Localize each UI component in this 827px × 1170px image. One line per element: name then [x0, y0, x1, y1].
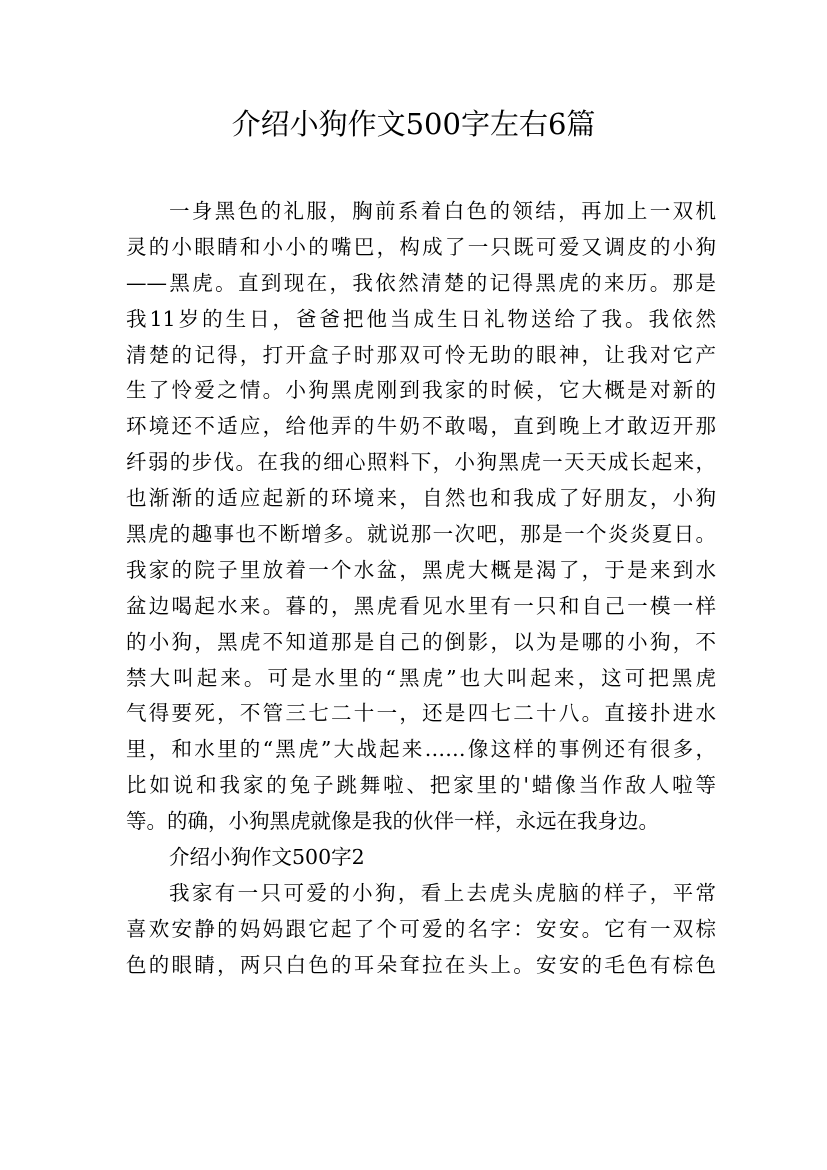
paragraph-line: 盆边喝起水来。暮的，黑虎看见水里有一只和自己一模一样 [126, 593, 716, 618]
paragraph-line: ——黑虎。直到现在，我依然清楚的记得黑虎的来历。那是 [126, 270, 716, 295]
paragraph-line: 我11岁的生日，爸爸把他当成生日礼物送给了我。我依然 [126, 306, 716, 331]
paragraph-line: 灵的小眼睛和小小的嘴巴，构成了一只既可爱又调皮的小狗 [126, 234, 716, 259]
paragraph-line: 环境还不适应，给他弄的牛奶不敢喝，直到晚上才敢迈开那 [126, 414, 716, 439]
document-title: 介绍小狗作文500字左右6篇 [231, 107, 596, 141]
paragraph-line: 也渐渐的适应起新的环境来，自然也和我成了好朋友，小狗 [126, 486, 716, 511]
paragraph-line: 我家有一只可爱的小狗，看上去虎头虎脑的样子，平常 [169, 880, 716, 905]
paragraph-line: 禁大叫起来。可是水里的“黑虎”也大叫起来，这可把黑虎 [126, 665, 716, 690]
paragraph-line: 的小狗，黑虎不知道那是自己的倒影，以为是哪的小狗，不 [126, 629, 716, 654]
paragraph-line: 一身黑色的礼服，胸前系着白色的领结，再加上一双机 [169, 199, 716, 223]
paragraph-line: 喜欢安静的妈妈跟它起了个可爱的名字：安安。它有一双棕 [126, 916, 716, 941]
paragraph-line: 里，和水里的“黑虎”大战起来……像这样的事例还有很多， [126, 737, 716, 762]
paragraph-line: 生了怜爱之情。小狗黑虎刚到我家的时候，它大概是对新的 [126, 378, 716, 403]
paragraph-line: 色的眼睛，两只白色的耳朵耷拉在头上。安安的毛色有棕色 [126, 952, 716, 977]
paragraph-line: 清楚的记得，打开盒子时那双可怜无助的眼神，让我对它产 [126, 342, 716, 367]
paragraph-line: 纤弱的步伐。在我的细心照料下，小狗黑虎一天天成长起来， [126, 450, 716, 475]
paragraph-line: 气得要死，不管三七二十一，还是四七二十八。直接扑进水 [126, 701, 716, 726]
paragraph-line: 比如说和我家的兔子跳舞啦、把家里的'蜡像当作敌人啦等 [126, 773, 716, 798]
paragraph-line: 黑虎的趣事也不断增多。就说那一次吧，那是一个炎炎夏日。 [126, 522, 716, 547]
paragraph-line: 等。的确，小狗黑虎就像是我的伙伴一样，永远在我身边。 [126, 809, 659, 834]
paragraph-line: 我家的院子里放着一个水盆，黑虎大概是渴了，于是来到水 [126, 557, 716, 582]
document-body [126, 194, 716, 984]
section-heading: 介绍小狗作文500字2 [169, 845, 365, 870]
